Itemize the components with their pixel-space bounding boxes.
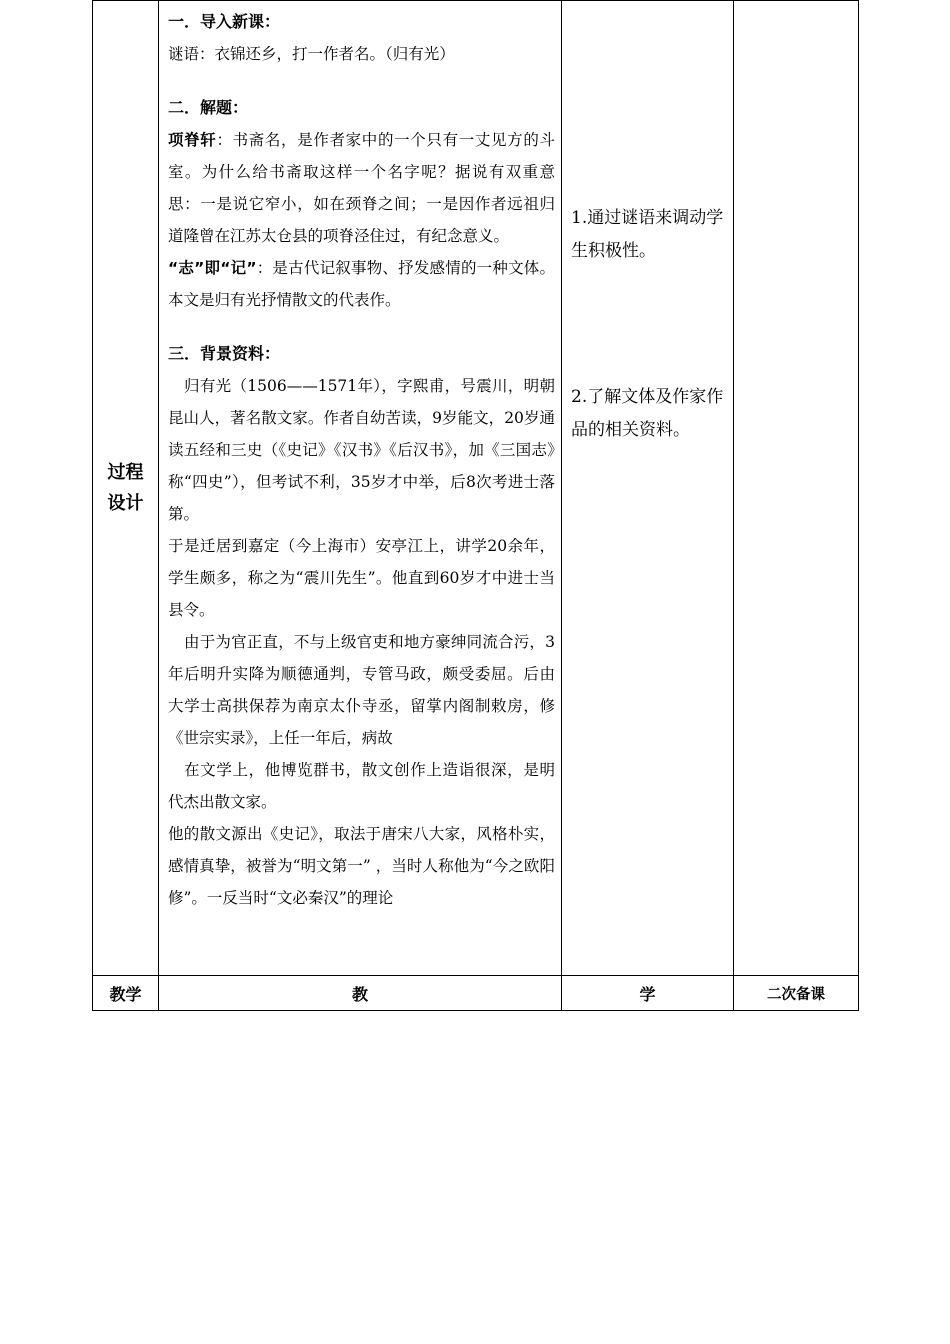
teaching-content-cell — [159, 1, 562, 976]
lesson-plan-table — [92, 0, 859, 1011]
note-2: 2.了解文体及作家作品的相关资料。 — [571, 387, 724, 440]
footer-col-2: 教 — [159, 976, 562, 1011]
background-paragraph-3: 由于为官正直，不与上级官吏和地方豪绅同流合污，3年后明升实降为顺德通判，专管马政，颇受委屈。后由大学士高拱保荐为南京太仆寺丞，留掌内阁制敕房，修《世宗实录》，上任一年后，病故 — [168, 633, 555, 747]
footer-col-1: 教学 — [93, 976, 159, 1011]
intro-heading: 一．导入新课： — [168, 12, 281, 31]
background-paragraph-1: 归有光（1506——1571年），字熙甫，号震川，明朝昆山人，著名散文家。作者自幼苦读，9岁能文，20岁通读五经和三史（《史记》《汉书》《后汉书》，加《三国志》称“四史”），但考试不利，35岁才中举，后8次考进士落第。 — [168, 377, 555, 523]
note-1: 1.通过谜语来调动学生积极性。 — [571, 208, 724, 261]
title-text-2: ：是古代记叙事物、抒发感情的一种文体。本文是归有光抒情散文的代表作。 — [168, 259, 555, 309]
process-design-row — [93, 1, 859, 976]
title-heading: 二．解题： — [168, 98, 249, 117]
second-preparation-cell — [734, 1, 859, 976]
learning-notes-cell — [562, 1, 734, 976]
footer-col-3: 学 — [562, 976, 734, 1011]
intro-text: 谜语：衣锦还乡，打一作者名。（归有光） — [168, 45, 455, 63]
title-text-1: ：书斋名，是作者家中的一个只有一丈见方的斗室。为什么给书斋取这样一个名字呢？据说有双重意思：一是说它窄小，如在颈脊之间；一是因作者远祖归道隆曾在江苏太仓县的项脊泾住过，有纪念意义。 — [168, 131, 555, 245]
title-paragraph-1 — [168, 124, 555, 252]
term-xiangjixuan: 项脊轩 — [168, 131, 217, 149]
background-paragraph-2: 于是迁居到嘉定（今上海市）安亭江上，讲学20余年，学生颇多，称之为“震川先生”。他直到60岁才中进士当县令。 — [168, 537, 555, 619]
learning-notes — [562, 202, 733, 447]
footer-row — [93, 976, 859, 1011]
section-label-cell — [93, 1, 159, 976]
footer-col-4: 二次备课 — [734, 976, 859, 1011]
section-label-line1: 过程 — [107, 462, 144, 483]
title-paragraph-2 — [168, 252, 555, 316]
background-heading: 三．背景资料： — [168, 344, 281, 363]
term-zhi: “志”即“记” — [168, 259, 257, 277]
background-paragraph-4: 在文学上，他博览群书，散文创作上造诣很深，是明代杰出散文家。 — [168, 761, 555, 811]
section-label-line2: 设计 — [107, 493, 144, 514]
background-paragraph-5: 他的散文源出《史记》，取法于唐宋八大家，风格朴实，感情真挚，被誉为“明文第一” ，当时人称他为“今之欧阳修”。一反当时“文必秦汉”的理论 — [168, 825, 555, 907]
teaching-content — [159, 1, 561, 914]
